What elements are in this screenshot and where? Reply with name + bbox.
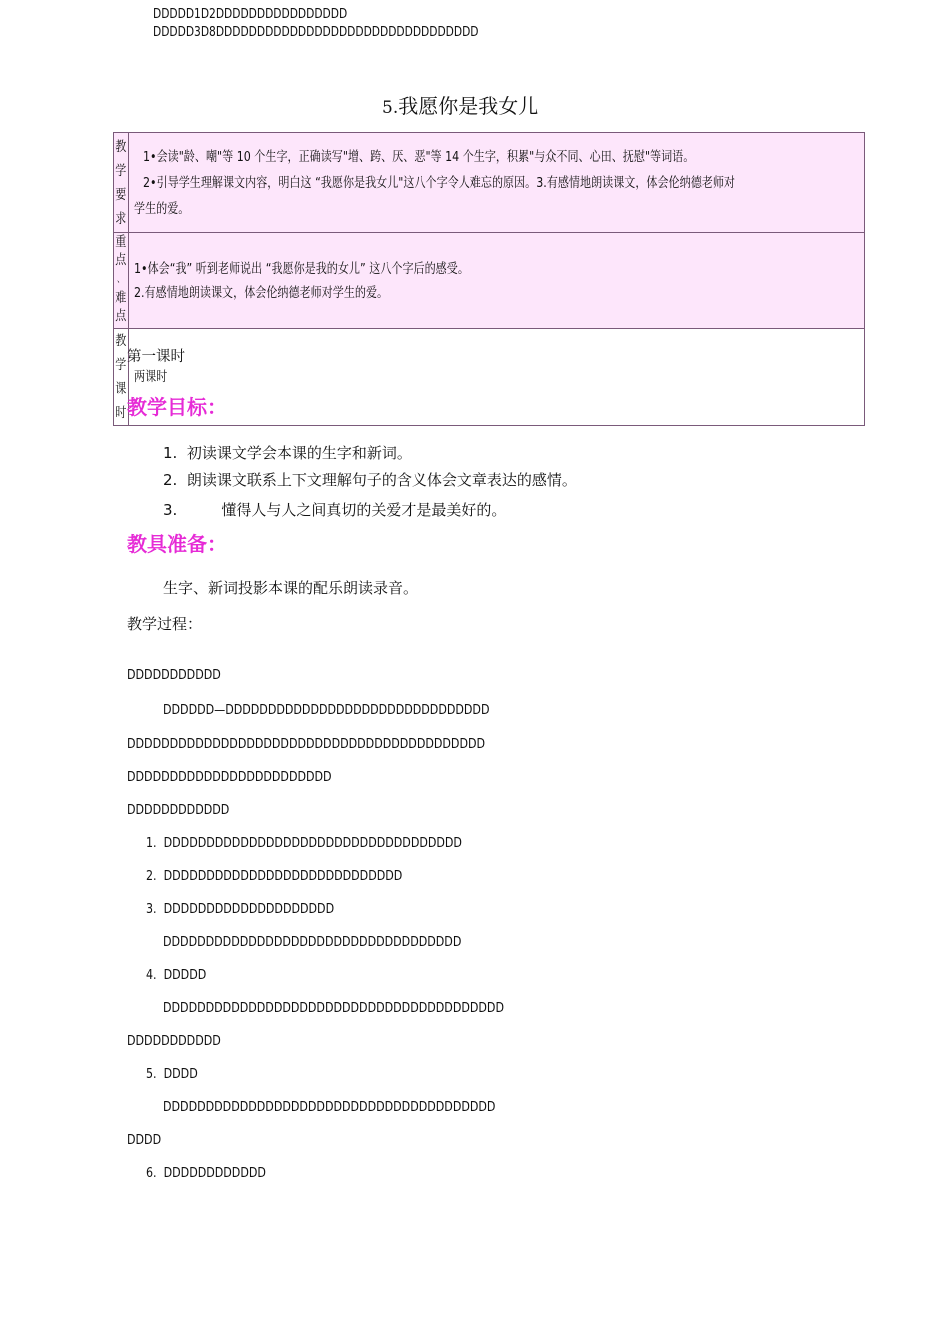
content-keypoints <box>128 233 865 329</box>
placeholder-line: DDDDDDDDDDDDDDDDDDDDDDDDDDDDDDDDDDD <box>163 934 462 950</box>
placeholder-item-6: 6. DDDDDDDDDDDD <box>146 1165 266 1181</box>
placeholder-line: DDDD <box>127 1132 162 1148</box>
table-row-keypoints <box>114 233 865 329</box>
keypoint-line-2: 2.有感情地朗读课文，体会伦纳德老师对学生的爱。 <box>133 284 388 301</box>
table-row-requirements <box>114 133 865 233</box>
placeholder-item-5: 5. DDDD <box>146 1066 198 1082</box>
placeholder-line: DDDDDDDDDDDDDDDDDDDDDDDDDDDDDDDDDDDDDDDD <box>163 1000 504 1016</box>
placeholder-item-3: 3. DDDDDDDDDDDDDDDDDDDD <box>146 901 335 917</box>
placeholder-item-1: 1. DDDDDDDDDDDDDDDDDDDDDDDDDDDDDDDDDDD <box>146 835 462 851</box>
title-number: 5. <box>382 98 399 118</box>
keypoint-line-1: 1•体会“我” 听到老师说出 “我愿你是我的女儿” 这八个字后的感受。 <box>133 260 469 277</box>
goal-item-3: 3. 懂得人与人之间真切的关爱才是最美好的。 <box>163 501 507 519</box>
label-requirements: 教学要 求 <box>114 133 129 233</box>
prep-text: 生字、新词投影本课的配乐朗读录音。 <box>163 579 419 597</box>
page-title <box>382 90 538 119</box>
label-keypoints: 重点 、 难点 <box>114 233 129 329</box>
content-periods <box>128 329 865 426</box>
goal-item-2: 2. 朗读课文联系上下文理解句子的含义体会文章表达的感情。 <box>163 471 577 489</box>
placeholder-item-2: 2. DDDDDDDDDDDDDDDDDDDDDDDDDDDD <box>146 868 403 884</box>
periods-value: 两课时 <box>133 369 167 385</box>
prep-heading: 教具准备： <box>127 532 227 556</box>
process-heading: 教学过程： <box>127 615 203 633</box>
placeholder-line: DDDDDDDDDDDDDDDDDDDDDDDD <box>127 769 332 785</box>
lesson-info-table <box>113 132 865 426</box>
placeholder-line: DDDDDDDDDDDDDDDDDDDDDDDDDDDDDDDDDDDDDDDDDD <box>127 736 486 752</box>
placeholder-item-4: 4. DDDDD <box>146 967 207 983</box>
goals-heading: 教学目标： <box>127 395 227 419</box>
lesson-heading: 第一课时 <box>127 349 185 365</box>
placeholder-line: DDDDDDDDDDDD <box>127 802 230 818</box>
header-line-2: DDDDD3D8DDDDDDDDDDDDDDDDDDDDDDDDDDDDDDDD <box>153 25 479 40</box>
placeholder-line: DDDDDD—DDDDDDDDDDDDDDDDDDDDDDDDDDDDDDD <box>163 702 490 718</box>
content-requirements <box>128 133 865 233</box>
title-text: 我愿你是我女儿 <box>398 94 539 118</box>
requirement-line-2: 2•引导学生理解课文内容，明白这 “我愿你是我女儿"这八个字令人难忘的原因。3.有感情地朗读课文，体会伦纳德老师对 <box>142 174 735 191</box>
label-periods: 教学课 时 <box>114 329 129 426</box>
header-line-1: DDDDD1D2DDDDDDDDDDDDDDDD <box>153 7 348 22</box>
requirement-line-3: 学生的爱。 <box>133 200 189 217</box>
placeholder-line: DDDDDDDDDDD <box>127 667 221 683</box>
goal-item-1: 1. 初读课文学会本课的生字和新词。 <box>163 444 412 462</box>
placeholder-line: DDDDDDDDDDD <box>127 1033 221 1049</box>
placeholder-line: DDDDDDDDDDDDDDDDDDDDDDDDDDDDDDDDDDDDDDD <box>163 1099 496 1115</box>
requirement-line-1: 1•会读"龄、嘲"等 10 个生字，正确读写"增、跨、厌、恶"等 14 个生字，积累"与众不同、心田、抚慰"等词语。 <box>142 148 694 165</box>
